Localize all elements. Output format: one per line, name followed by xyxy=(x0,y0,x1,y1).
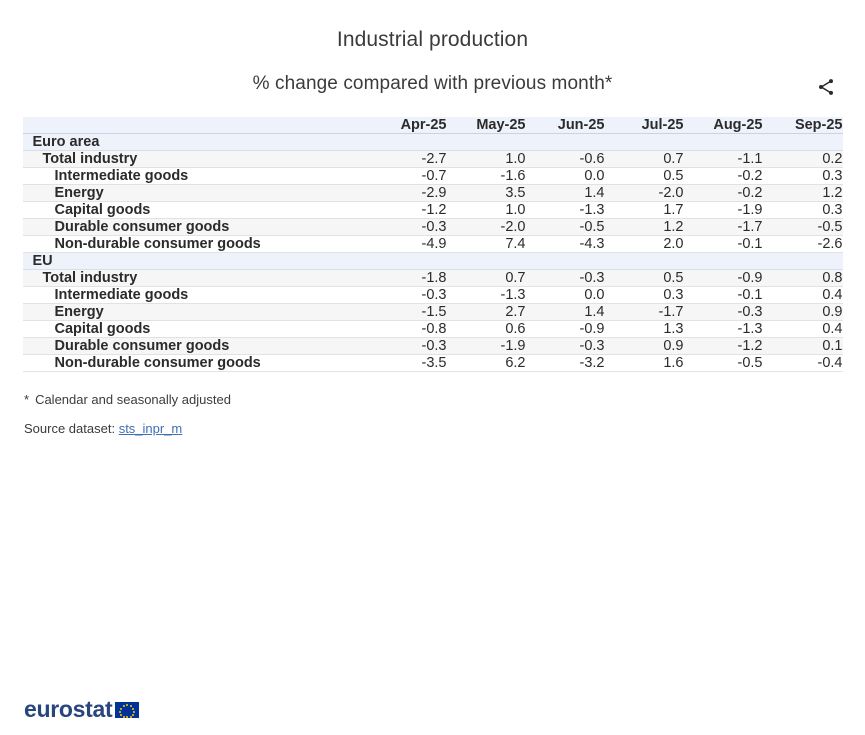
table-row xyxy=(23,236,843,253)
table-row xyxy=(23,185,843,202)
row-value: -1.5 xyxy=(368,304,447,321)
row-label xyxy=(23,202,368,219)
row-label-text: Energy xyxy=(54,304,104,320)
table-body xyxy=(23,134,843,372)
row-value: -0.1 xyxy=(684,236,763,253)
group-cell xyxy=(605,253,684,270)
row-label-text: Non-durable consumer goods xyxy=(54,355,261,371)
row-value: 0.5 xyxy=(605,168,684,185)
table-row xyxy=(23,202,843,219)
share-icon[interactable] xyxy=(809,72,843,102)
row-value: -2.6 xyxy=(763,236,843,253)
row-value: 0.3 xyxy=(763,202,843,219)
group-label: Euro area xyxy=(23,134,368,151)
group-cell xyxy=(447,253,526,270)
row-value: -0.3 xyxy=(368,338,447,355)
row-value: -1.2 xyxy=(368,202,447,219)
row-label-text: Non-durable consumer goods xyxy=(54,236,261,252)
row-label xyxy=(23,355,368,372)
row-value: 2.7 xyxy=(447,304,526,321)
group-cell xyxy=(526,134,605,151)
group-row-eu xyxy=(23,253,843,270)
row-value: -1.3 xyxy=(526,202,605,219)
row-value: -1.9 xyxy=(684,202,763,219)
column-header-sep25: Sep-25 xyxy=(763,117,843,134)
row-value: -0.4 xyxy=(763,355,843,372)
row-value: 1.3 xyxy=(605,321,684,338)
table-row xyxy=(23,304,843,321)
row-value: -1.3 xyxy=(447,287,526,304)
row-label-text: Total industry xyxy=(42,151,138,167)
row-value: -0.9 xyxy=(684,270,763,287)
row-label xyxy=(23,185,368,202)
row-label xyxy=(23,151,368,168)
row-value: -0.3 xyxy=(684,304,763,321)
source-dataset-link[interactable]: sts_inpr_m xyxy=(118,421,183,436)
row-value: -4.3 xyxy=(526,236,605,253)
row-value: -0.3 xyxy=(368,287,447,304)
row-value: 0.7 xyxy=(605,151,684,168)
row-value: -0.3 xyxy=(368,219,447,236)
eurostat-logo xyxy=(24,698,139,721)
table-row xyxy=(23,338,843,355)
column-header-blank xyxy=(23,117,368,134)
row-label xyxy=(23,321,368,338)
group-cell xyxy=(447,134,526,151)
row-value: -0.5 xyxy=(684,355,763,372)
row-value: -0.9 xyxy=(526,321,605,338)
row-value: -0.8 xyxy=(368,321,447,338)
row-value: -2.0 xyxy=(447,219,526,236)
group-cell xyxy=(526,253,605,270)
table-row xyxy=(23,270,843,287)
row-label xyxy=(23,168,368,185)
row-value: -1.3 xyxy=(684,321,763,338)
row-value: 1.2 xyxy=(605,219,684,236)
group-row-euro-area xyxy=(23,134,843,151)
column-header-jun25: Jun-25 xyxy=(526,117,605,134)
table-header-row xyxy=(23,117,843,134)
row-value: -0.5 xyxy=(526,219,605,236)
group-cell xyxy=(763,253,843,270)
row-label xyxy=(23,304,368,321)
row-value: 0.5 xyxy=(605,270,684,287)
row-value: -1.2 xyxy=(684,338,763,355)
column-header-aug25: Aug-25 xyxy=(684,117,763,134)
row-value: -1.7 xyxy=(684,219,763,236)
row-value: 1.4 xyxy=(526,304,605,321)
row-value: 0.6 xyxy=(447,321,526,338)
row-value: 1.4 xyxy=(526,185,605,202)
row-value: -0.2 xyxy=(684,168,763,185)
column-header-may25: May-25 xyxy=(447,117,526,134)
group-cell xyxy=(684,253,763,270)
group-cell xyxy=(368,134,447,151)
row-value: 0.9 xyxy=(605,338,684,355)
row-value: -0.1 xyxy=(684,287,763,304)
logo-text: eurostat xyxy=(24,696,113,722)
page-subtitle: % change compared with previous month* xyxy=(252,73,613,94)
row-label xyxy=(23,287,368,304)
row-value: 0.3 xyxy=(605,287,684,304)
row-label xyxy=(23,236,368,253)
row-value: 1.7 xyxy=(605,202,684,219)
row-value: 0.2 xyxy=(763,151,843,168)
row-label-text: Durable consumer goods xyxy=(54,338,230,354)
footnote-text: Calendar and seasonally adjusted xyxy=(35,392,231,407)
row-value: 0.9 xyxy=(763,304,843,321)
row-value: 0.1 xyxy=(763,338,843,355)
row-value: -0.5 xyxy=(763,219,843,236)
row-value: 1.0 xyxy=(447,202,526,219)
eu-flag-icon xyxy=(115,702,139,718)
row-value: -2.7 xyxy=(368,151,447,168)
column-header-jul25: Jul-25 xyxy=(605,117,684,134)
row-value: 1.0 xyxy=(447,151,526,168)
row-value: -2.9 xyxy=(368,185,447,202)
row-value: 0.8 xyxy=(763,270,843,287)
footnote-marker: * xyxy=(24,392,30,407)
row-value: 1.2 xyxy=(763,185,843,202)
group-cell xyxy=(605,134,684,151)
row-value: 0.4 xyxy=(763,287,843,304)
row-label-text: Durable consumer goods xyxy=(54,219,230,235)
row-value: -1.6 xyxy=(447,168,526,185)
column-header-apr25: Apr-25 xyxy=(368,117,447,134)
row-value: 0.0 xyxy=(526,287,605,304)
group-cell xyxy=(368,253,447,270)
table-row xyxy=(23,151,843,168)
row-label xyxy=(23,219,368,236)
row-value: -3.2 xyxy=(526,355,605,372)
table-row xyxy=(23,355,843,372)
row-value: -0.3 xyxy=(526,338,605,355)
row-value: -1.1 xyxy=(684,151,763,168)
row-label-text: Intermediate goods xyxy=(54,168,189,184)
source-label: Source dataset: xyxy=(24,421,116,436)
group-cell xyxy=(763,134,843,151)
row-value: -1.9 xyxy=(447,338,526,355)
row-value: 0.4 xyxy=(763,321,843,338)
row-value: 0.3 xyxy=(763,168,843,185)
page-title: Industrial production xyxy=(336,28,529,51)
row-value: -2.0 xyxy=(605,185,684,202)
row-label-text: Capital goods xyxy=(54,202,151,218)
row-value: 6.2 xyxy=(447,355,526,372)
table-header xyxy=(23,117,843,134)
row-value: 2.0 xyxy=(605,236,684,253)
row-value: -0.2 xyxy=(684,185,763,202)
row-value: -0.3 xyxy=(526,270,605,287)
row-value: 0.0 xyxy=(526,168,605,185)
row-value: 7.4 xyxy=(447,236,526,253)
row-value: 0.7 xyxy=(447,270,526,287)
table-row xyxy=(23,168,843,185)
row-label xyxy=(23,270,368,287)
source-line xyxy=(24,421,865,436)
row-label-text: Intermediate goods xyxy=(54,287,189,303)
row-value: 3.5 xyxy=(447,185,526,202)
row-value: -0.7 xyxy=(368,168,447,185)
row-value: -1.8 xyxy=(368,270,447,287)
row-value: 1.6 xyxy=(605,355,684,372)
row-value: -1.7 xyxy=(605,304,684,321)
industrial-production-table xyxy=(23,117,843,372)
row-value: -4.9 xyxy=(368,236,447,253)
row-label-text: Capital goods xyxy=(54,321,151,337)
group-label: EU xyxy=(23,253,368,270)
footnote xyxy=(24,392,865,407)
row-value: -0.6 xyxy=(526,151,605,168)
group-cell xyxy=(684,134,763,151)
table-row xyxy=(23,287,843,304)
table-row xyxy=(23,219,843,236)
row-label-text: Energy xyxy=(54,185,104,201)
row-value: -3.5 xyxy=(368,355,447,372)
row-label-text: Total industry xyxy=(42,270,138,286)
table-row xyxy=(23,321,843,338)
row-label xyxy=(23,338,368,355)
